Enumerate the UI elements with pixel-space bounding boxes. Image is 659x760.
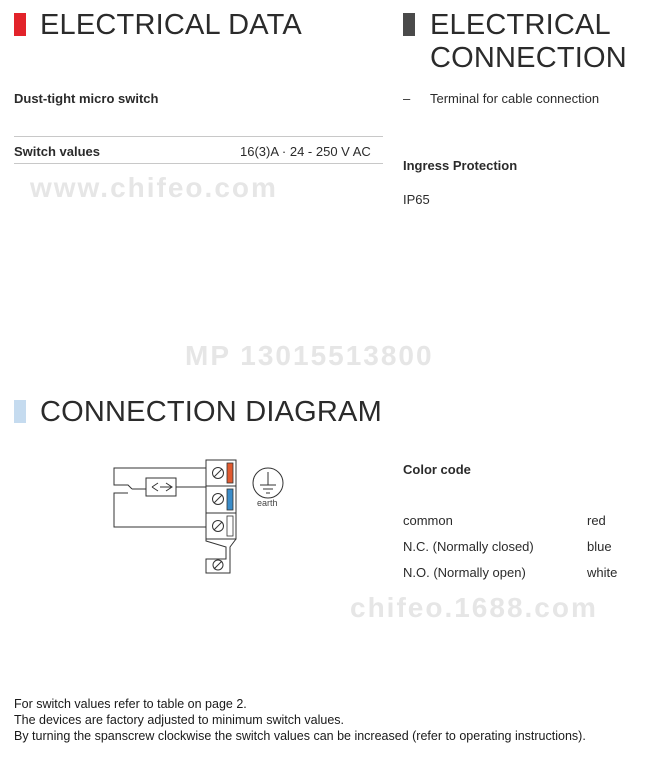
switch-type-label: Dust-tight micro switch (14, 91, 159, 106)
electrical-connection-heading-line2: CONNECTION (430, 42, 627, 74)
color-code-wire: common (403, 513, 453, 528)
divider (14, 163, 383, 164)
switch-values-value: 16(3)A · 24 - 250 V AC (240, 144, 371, 159)
connection-item: Terminal for cable connection (430, 91, 600, 106)
color-code-color: blue (587, 539, 612, 554)
divider (14, 136, 383, 137)
electrical-data-heading: ELECTRICAL DATA (40, 9, 302, 41)
earth-icon-lines (260, 472, 276, 493)
terminal-color-red (227, 463, 233, 483)
footnote: The devices are factory adjusted to minimum switch values. (14, 713, 344, 727)
watermark: www.chifeo.com (30, 172, 278, 203)
wire-path (114, 493, 206, 527)
electrical-connection-heading-line1: ELECTRICAL (430, 9, 611, 41)
color-code-color: white (587, 565, 618, 580)
section-marker-dark (403, 13, 415, 36)
switch-contact (152, 483, 172, 491)
terminal-color-blue (227, 489, 233, 510)
terminal-color-white (227, 516, 233, 536)
wiring-diagram (108, 455, 298, 575)
color-code-wire: N.C. (Normally closed) (403, 539, 534, 554)
watermark: chifeo.1688.com (350, 592, 598, 623)
color-code-color: red (587, 513, 606, 528)
color-code-wire: N.O. (Normally open) (403, 565, 526, 580)
color-code-title: Color code (403, 462, 471, 477)
earth-label: earth (257, 498, 278, 508)
footnote: By turning the spanscrew clockwise the switch values can be increased (refer to operating instructions). (14, 729, 586, 743)
ingress-protection-value: IP65 (403, 192, 430, 207)
connection-diagram-heading: CONNECTION DIAGRAM (40, 396, 382, 428)
connection-bullet: – (403, 91, 411, 106)
section-marker-red (14, 13, 26, 36)
section-marker-lightblue (14, 400, 26, 423)
watermark: MP 13015513800 (185, 340, 434, 371)
ingress-protection-label: Ingress Protection (403, 158, 518, 173)
footnote: For switch values refer to table on page 2. (14, 697, 247, 711)
switch-values-label: Switch values (14, 144, 100, 159)
